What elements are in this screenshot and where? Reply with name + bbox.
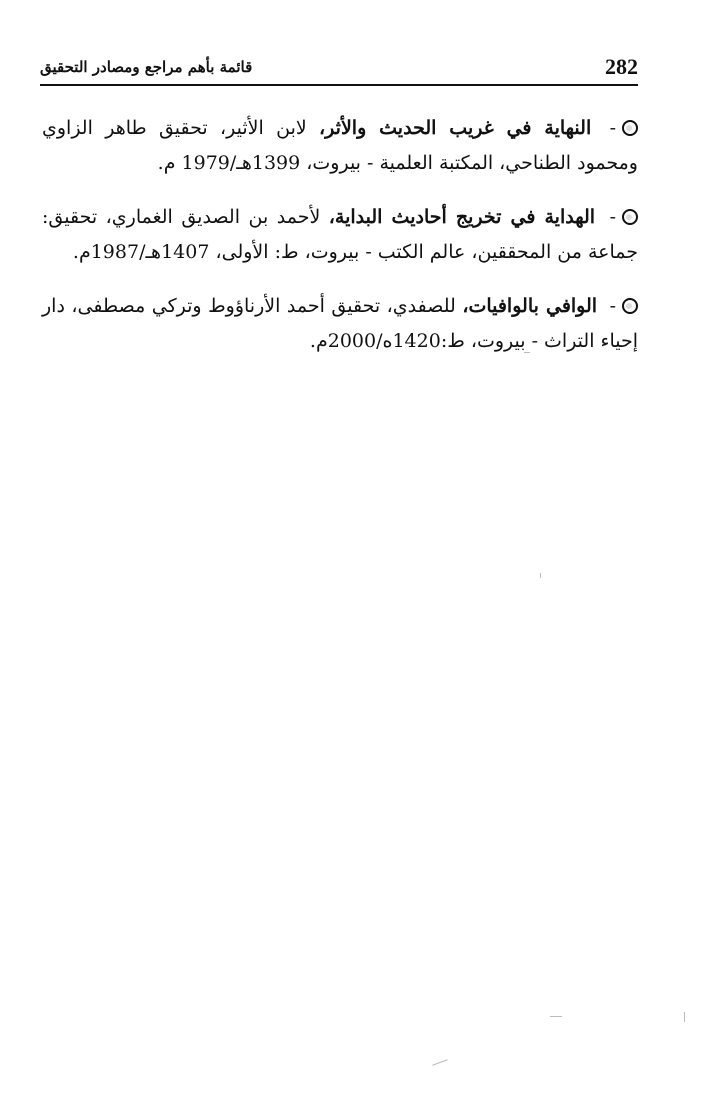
circle-bullet-icon	[622, 298, 638, 314]
entry-title: الهداية في تخريج أحاديث البداية،	[328, 206, 596, 228]
entry-details: لأحمد بن الصديق الغماري، تحقيق: جماعة من المحققين، عالم الكتب - بيروت، ط: الأولى، 1407هـ/1987م.	[42, 206, 638, 263]
entry-details: لابن الأثير، تحقيق طاهر الزاوي ومحمود الطناحي، المكتبة العلمية - بيروت، 1399هـ/1979 م.	[42, 117, 638, 174]
running-title: قائمة بأهم مراجع ومصادر التحقيق	[40, 58, 253, 76]
scan-speck	[550, 1016, 562, 1017]
circle-bullet-icon	[622, 209, 638, 225]
reference-entry	[42, 200, 638, 270]
scan-speck	[540, 573, 541, 578]
entry-title: الوافي بالوافيات،	[462, 295, 598, 317]
scan-speck	[524, 352, 530, 353]
entry-dash: -	[609, 206, 616, 228]
header-rule	[40, 84, 638, 86]
scan-speck	[432, 1059, 447, 1065]
page-header	[40, 48, 638, 88]
entry-details: للصفدي، تحقيق أحمد الأرناؤوط وتركي مصطفى، دار إحياء التراث - بيروت، ط:1420ه/2000م.	[42, 295, 638, 352]
entry-title: النهاية في غريب الحديث والأثر،	[319, 117, 592, 139]
entry-dash: -	[609, 295, 617, 317]
reference-list	[42, 92, 638, 376]
entry-dash: -	[609, 117, 616, 139]
page-number: 282	[605, 54, 638, 79]
reference-entry	[42, 289, 638, 359]
circle-bullet-icon	[622, 120, 638, 136]
reference-entry	[42, 111, 638, 181]
scan-speck	[684, 1012, 685, 1022]
